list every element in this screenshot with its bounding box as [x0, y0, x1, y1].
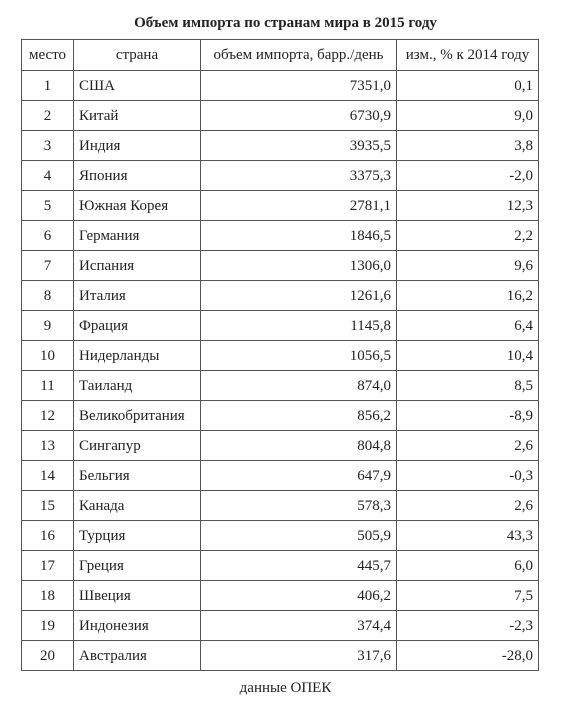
cell-change: 3,8: [397, 131, 539, 161]
header-country: страна: [74, 40, 201, 71]
cell-rank: 7: [22, 251, 74, 281]
cell-change: 0,1: [397, 71, 539, 101]
cell-rank: 4: [22, 161, 74, 191]
table-row: [22, 461, 539, 491]
table-row: [22, 341, 539, 371]
cell-rank: 9: [22, 311, 74, 341]
cell-change: 10,4: [397, 341, 539, 371]
table-row: [22, 221, 539, 251]
cell-volume: 3375,3: [201, 161, 397, 191]
cell-rank: 18: [22, 581, 74, 611]
cell-volume: 317,6: [201, 641, 397, 671]
cell-rank: 20: [22, 641, 74, 671]
table-row: [22, 641, 539, 671]
cell-rank: 1: [22, 71, 74, 101]
cell-rank: 15: [22, 491, 74, 521]
cell-rank: 14: [22, 461, 74, 491]
table-row: [22, 281, 539, 311]
cell-country: Нидерланды: [74, 341, 201, 371]
table-row: [22, 581, 539, 611]
cell-volume: 1145,8: [201, 311, 397, 341]
cell-change: 43,3: [397, 521, 539, 551]
cell-change: 7,5: [397, 581, 539, 611]
cell-volume: 374,4: [201, 611, 397, 641]
cell-country: Япония: [74, 161, 201, 191]
cell-volume: 1846,5: [201, 221, 397, 251]
table-row: [22, 491, 539, 521]
cell-volume: 3935,5: [201, 131, 397, 161]
cell-country: Индия: [74, 131, 201, 161]
cell-change: 16,2: [397, 281, 539, 311]
cell-country: Сингапур: [74, 431, 201, 461]
cell-country: Канада: [74, 491, 201, 521]
cell-volume: 1306,0: [201, 251, 397, 281]
cell-country: Италия: [74, 281, 201, 311]
cell-change: 2,6: [397, 431, 539, 461]
header-change: изм., % к 2014 году: [397, 40, 539, 71]
cell-rank: 3: [22, 131, 74, 161]
cell-country: Бельгия: [74, 461, 201, 491]
cell-volume: 6730,9: [201, 101, 397, 131]
cell-country: Южная Корея: [74, 191, 201, 221]
cell-country: Германия: [74, 221, 201, 251]
table-row: [22, 191, 539, 221]
cell-country: Великобритания: [74, 401, 201, 431]
cell-change: 6,4: [397, 311, 539, 341]
import-table: [21, 39, 539, 671]
cell-rank: 10: [22, 341, 74, 371]
cell-volume: 2781,1: [201, 191, 397, 221]
cell-volume: 1056,5: [201, 341, 397, 371]
cell-rank: 16: [22, 521, 74, 551]
cell-country: Греция: [74, 551, 201, 581]
cell-volume: 804,8: [201, 431, 397, 461]
cell-country: Китай: [74, 101, 201, 131]
table-row: [22, 401, 539, 431]
cell-country: Таиланд: [74, 371, 201, 401]
cell-country: США: [74, 71, 201, 101]
header-volume: объем импорта, барр./день: [201, 40, 397, 71]
cell-volume: 647,9: [201, 461, 397, 491]
table-row: [22, 611, 539, 641]
cell-rank: 17: [22, 551, 74, 581]
cell-change: 6,0: [397, 551, 539, 581]
cell-volume: 406,2: [201, 581, 397, 611]
table-row: [22, 131, 539, 161]
cell-rank: 19: [22, 611, 74, 641]
cell-change: 9,6: [397, 251, 539, 281]
cell-change: 2,6: [397, 491, 539, 521]
table-row: [22, 431, 539, 461]
cell-volume: 445,7: [201, 551, 397, 581]
header-row: [22, 40, 539, 71]
cell-rank: 6: [22, 221, 74, 251]
cell-volume: 874,0: [201, 371, 397, 401]
cell-rank: 8: [22, 281, 74, 311]
cell-volume: 578,3: [201, 491, 397, 521]
table-row: [22, 521, 539, 551]
table-row: [22, 161, 539, 191]
cell-country: Испания: [74, 251, 201, 281]
cell-rank: 12: [22, 401, 74, 431]
cell-change: -2,3: [397, 611, 539, 641]
cell-change: 12,3: [397, 191, 539, 221]
cell-volume: 505,9: [201, 521, 397, 551]
table-row: [22, 311, 539, 341]
cell-change: -2,0: [397, 161, 539, 191]
cell-rank: 5: [22, 191, 74, 221]
table-row: [22, 551, 539, 581]
cell-change: 8,5: [397, 371, 539, 401]
cell-volume: 1261,6: [201, 281, 397, 311]
cell-rank: 11: [22, 371, 74, 401]
table-title: Объем импорта по странам мира в 2015 году: [134, 15, 437, 31]
cell-country: Швеция: [74, 581, 201, 611]
cell-country: Австралия: [74, 641, 201, 671]
cell-volume: 856,2: [201, 401, 397, 431]
cell-change: 2,2: [397, 221, 539, 251]
cell-change: -28,0: [397, 641, 539, 671]
header-rank: место: [22, 40, 74, 71]
cell-country: Фрация: [74, 311, 201, 341]
cell-change: -0,3: [397, 461, 539, 491]
source-note: данные ОПЕК: [239, 680, 332, 696]
cell-rank: 2: [22, 101, 74, 131]
table-row: [22, 101, 539, 131]
cell-change: -8,9: [397, 401, 539, 431]
cell-volume: 7351,0: [201, 71, 397, 101]
table-body: [22, 71, 539, 671]
table-row: [22, 251, 539, 281]
cell-country: Индонезия: [74, 611, 201, 641]
table-row: [22, 71, 539, 101]
cell-change: 9,0: [397, 101, 539, 131]
table-row: [22, 371, 539, 401]
cell-country: Турция: [74, 521, 201, 551]
cell-rank: 13: [22, 431, 74, 461]
